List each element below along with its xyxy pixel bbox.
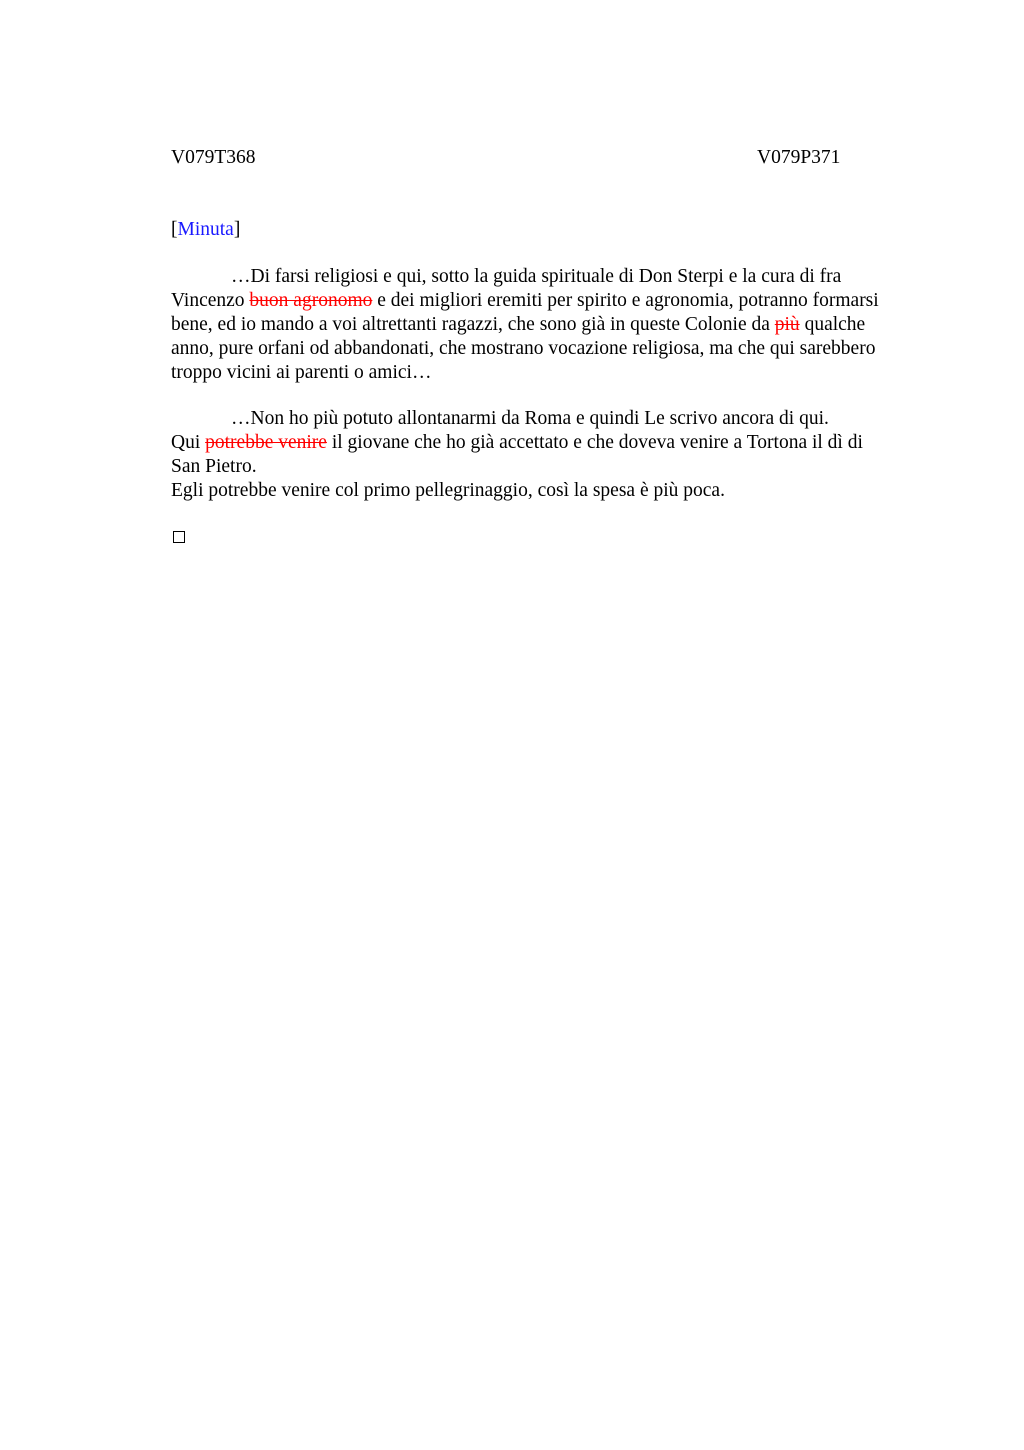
label-word: Minuta (177, 219, 234, 240)
text-segment: il giovane che ho già accettato e che doveva venire a Tortona il dì di (326, 432, 863, 453)
paragraph-1 (171, 265, 931, 385)
text-segment: bene, ed io mando a voi altrettanti ragazzi, che sono già in queste Colonie da (171, 314, 775, 335)
end-of-document-box-icon (173, 531, 185, 543)
paragraph-2-line-1: …Non ho più potuto allontanarmi da Roma e quindi Le scrivo ancora di qui. (231, 408, 829, 429)
document-code-left: V079T368 (171, 147, 256, 168)
paragraph-1-line-2 (171, 289, 931, 313)
paragraph-2-line-3: San Pietro. (171, 456, 257, 477)
deleted-text: buon agronomo (249, 290, 373, 311)
label-open-bracket: [ (171, 219, 178, 240)
text-segment: e dei migliori eremiti per spirito e agronomia, potranno formarsi (372, 290, 879, 311)
paragraph-2-line-4: Egli potrebbe venire col primo pellegrinaggio, così la spesa è più poca. (171, 480, 725, 501)
document-label (171, 218, 240, 242)
deleted-text: potrebbe venire (205, 432, 327, 453)
paragraph-1-line-1: …Di farsi religiosi e qui, sotto la guida spirituale di Don Sterpi e la cura di fra (231, 266, 842, 287)
paragraph-1-line-4: anno, pure orfani od abbandonati, che mostrano vocazione religiosa, ma che qui sarebbero (171, 338, 876, 359)
paragraph-2 (171, 407, 931, 503)
label-close-bracket: ] (233, 219, 241, 240)
document-code-right: V079P371 (757, 147, 841, 168)
paragraph-2-line-2 (171, 431, 931, 455)
deleted-text: più (774, 314, 800, 335)
text-segment: qualche (799, 314, 866, 335)
text-segment: Vincenzo (171, 290, 250, 311)
paragraph-1-line-3 (171, 313, 931, 337)
paragraph-1-line-5: troppo vicini ai parenti o amici… (171, 362, 432, 383)
text-segment: Qui (171, 432, 206, 453)
